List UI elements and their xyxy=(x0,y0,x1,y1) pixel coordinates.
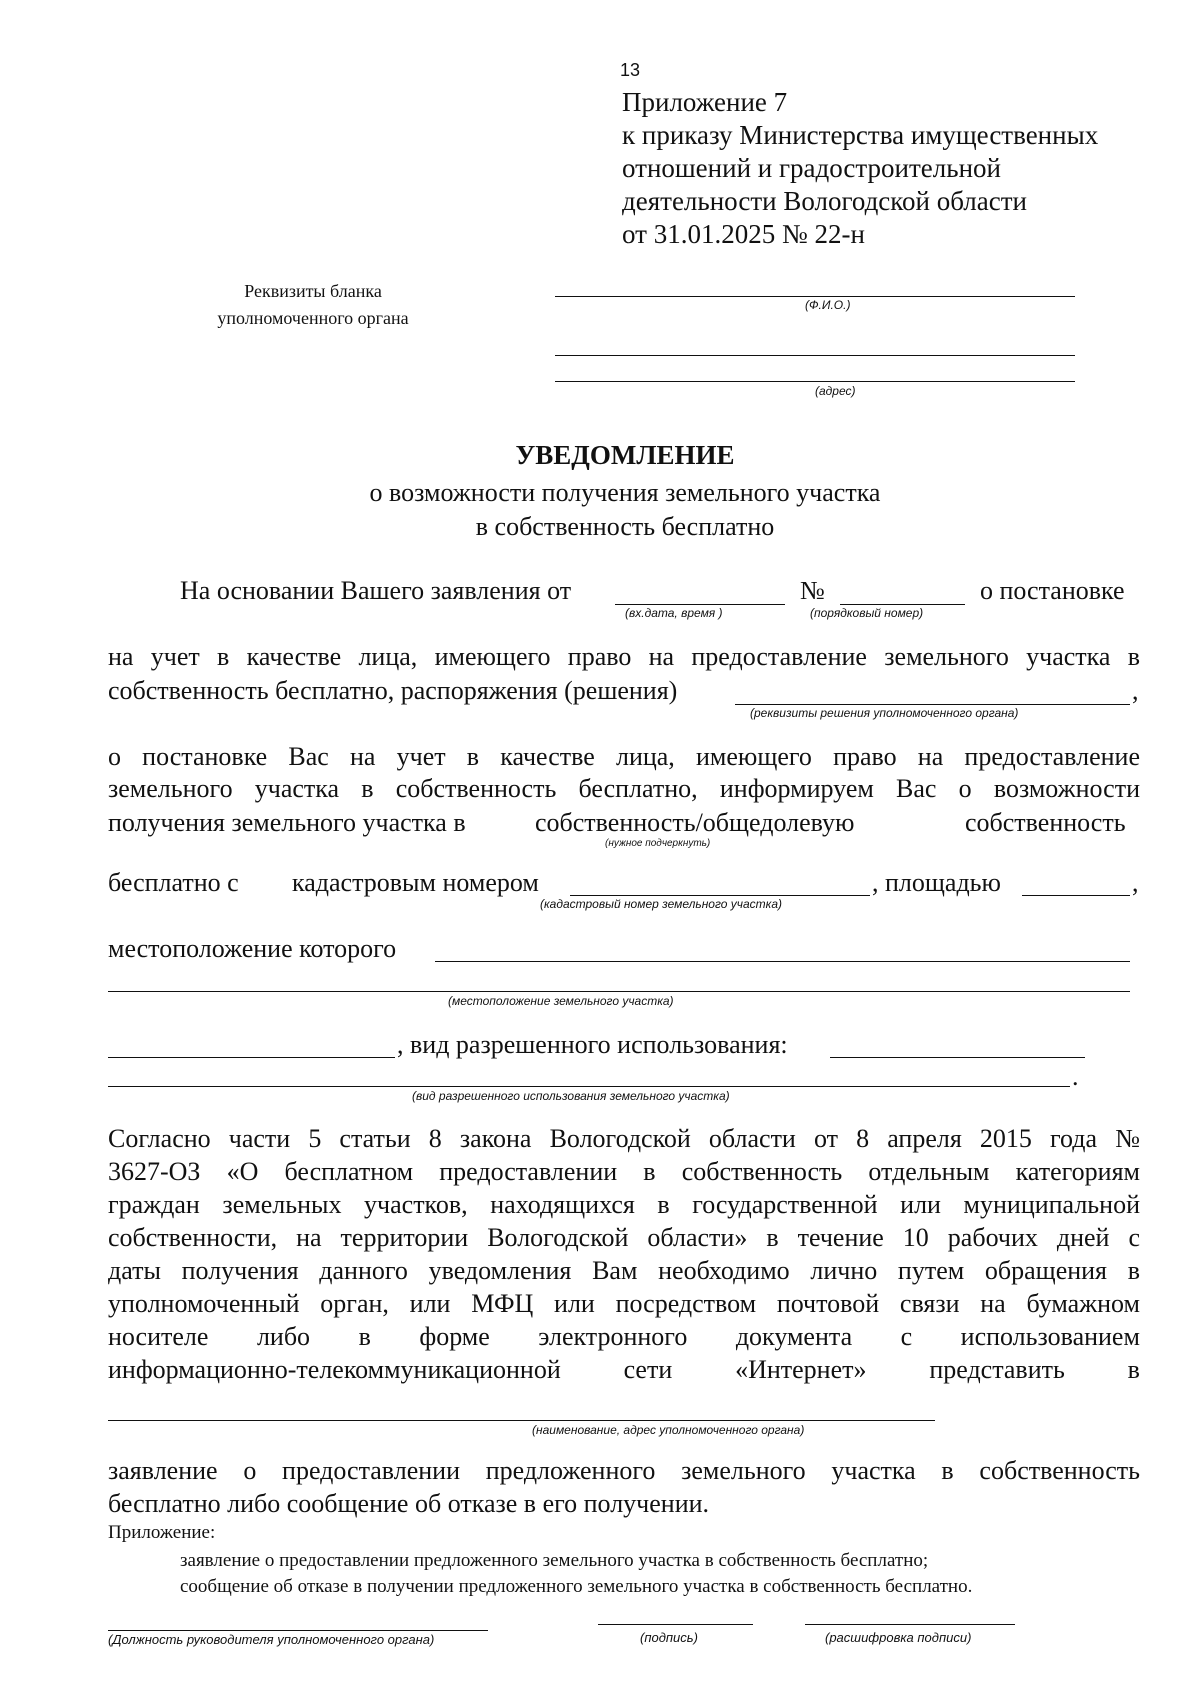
attachment-item: заявление о предоставлении предложенного земельного участка в собственность бесплатно; xyxy=(180,1550,929,1571)
requisites-line: Реквизиты бланка xyxy=(244,281,382,301)
signature-field[interactable] xyxy=(598,1624,753,1625)
para3-word: «Интернет» xyxy=(735,1355,867,1384)
para3-after-1: заявление о предоставлении предложенного земельного участка в собственность xyxy=(108,1456,1140,1485)
para3-line: Согласно части 5 статьи 8 закона Вологодской области от 8 апреля 2015 года № xyxy=(108,1124,1140,1153)
appendix-header xyxy=(622,86,1098,251)
decision-field[interactable] xyxy=(735,704,1130,705)
para3-word: информационно-телекоммуникационной xyxy=(108,1355,561,1384)
address-line-2 xyxy=(555,381,1075,382)
appendix-line: Приложение 7 xyxy=(622,87,788,117)
signature-caption: (подпись) xyxy=(640,1630,698,1645)
location-caption: (местоположение земельного участка) xyxy=(448,994,674,1008)
land-use-period: . xyxy=(1072,1062,1079,1091)
date-field[interactable] xyxy=(615,604,785,605)
para3-line8 xyxy=(108,1355,1140,1385)
para1-line2: на учет в качестве лица, имеющего право на предоставление земельного участка в xyxy=(108,642,1140,671)
requisites-line: уполномоченного органа xyxy=(217,308,409,328)
number-field[interactable] xyxy=(840,604,965,605)
para3-line: граждан земельных участков, находящихся в государственной или муниципальной xyxy=(108,1190,1140,1219)
para2-line1: о постановке Вас на учет в качестве лица, имеющего право на предоставление xyxy=(108,742,1140,771)
para2-line3-a: получения земельного участка в xyxy=(108,808,466,837)
para3-word: носителе xyxy=(108,1322,209,1351)
document-title: УВЕДОМЛЕНИЕ xyxy=(515,440,735,470)
location-field-2[interactable] xyxy=(108,991,1130,992)
document-subtitle-2: в собственность бесплатно xyxy=(475,512,775,541)
para3-line: даты получения данного уведомления Вам необходимо лично путем обращения в xyxy=(108,1256,1140,1285)
para2-line2: земельного участка в собственность бесплатно, информируем Вас о возможности xyxy=(108,774,1140,803)
position-field[interactable] xyxy=(108,1630,488,1631)
document-subtitle-1: о возможности получения земельного участка xyxy=(369,478,881,507)
land-use-prefix-field[interactable] xyxy=(108,1057,395,1058)
cadastral-caption: (кадастровый номер земельного участка) xyxy=(540,897,782,911)
location-label: местоположение которого xyxy=(108,934,397,963)
area-field[interactable] xyxy=(1022,895,1130,896)
decision-caption: (реквизиты решения уполномоченного органа) xyxy=(750,706,1019,720)
cadastral-field[interactable] xyxy=(570,895,870,896)
signature-decode-field[interactable] xyxy=(805,1624,1015,1625)
position-caption: (Должность руководителя уполномоченного органа) xyxy=(108,1632,435,1647)
ownership-options[interactable]: собственность/общедолевую xyxy=(535,808,855,837)
address-caption: (адрес) xyxy=(815,384,856,398)
para1-end: о постановке xyxy=(980,576,1125,605)
attachments-label: Приложение: xyxy=(108,1522,216,1543)
para3-line7 xyxy=(108,1322,1140,1352)
attachment-item: сообщение об отказе в получении предложенного земельного участка в собственность бесплатно. xyxy=(180,1576,973,1597)
requisites-block xyxy=(188,278,438,332)
para3-word: сети xyxy=(623,1355,673,1384)
location-field-1[interactable] xyxy=(435,961,1130,962)
para2-line4-a: бесплатно с xyxy=(108,868,239,897)
page-number: 13 xyxy=(620,60,641,80)
area-label: , площадью xyxy=(872,868,1001,897)
para3-word: либо xyxy=(256,1322,311,1351)
para1-comma: , xyxy=(1132,676,1139,705)
land-use-label: , вид разрешенного использования: xyxy=(397,1030,788,1059)
para3-line: уполномоченный орган, или МФЦ или посредством почтовой связи на бумажном xyxy=(108,1289,1140,1318)
para3-word: представить xyxy=(929,1355,1065,1384)
date-caption: (вх.дата, время ) xyxy=(625,606,723,620)
number-sign: № xyxy=(800,576,825,605)
appendix-line: от 31.01.2025 № 22-н xyxy=(622,219,865,249)
appendix-line: деятельности Вологодской области xyxy=(622,186,1027,216)
para3-word: форме xyxy=(419,1322,490,1351)
appendix-line: отношений и градостроительной xyxy=(622,153,1001,183)
para1-start: На основании Вашего заявления от xyxy=(180,576,572,605)
underline-caption: (нужное подчеркнуть) xyxy=(605,838,711,849)
para2-line4-b: кадастровым номером xyxy=(292,868,539,897)
land-use-field-2[interactable] xyxy=(108,1086,1070,1087)
appendix-line: к приказу Министерства имущественных xyxy=(622,120,1099,150)
fio-line xyxy=(555,296,1075,297)
organ-caption: (наименование, адрес уполномоченного органа) xyxy=(532,1423,805,1437)
para3-word: с xyxy=(900,1322,913,1351)
number-caption: (порядковый номер) xyxy=(810,606,924,620)
land-use-caption: (вид разрешенного использования земельного участка) xyxy=(412,1089,730,1103)
para2-line3-c: собственность xyxy=(965,808,1126,837)
para3-word: документа xyxy=(735,1322,853,1351)
signature-decode-caption: (расшифровка подписи) xyxy=(825,1630,972,1645)
address-line-1 xyxy=(555,355,1075,356)
para3-word: электронного xyxy=(538,1322,688,1351)
para3-word: в xyxy=(1127,1355,1140,1384)
para3-line: 3627-ОЗ «О бесплатном предоставлении в собственность отдельным категориям xyxy=(108,1157,1140,1186)
land-use-field-1[interactable] xyxy=(830,1057,1085,1058)
para3-after-2: бесплатно либо сообщение об отказе в его получении. xyxy=(108,1489,710,1518)
fio-caption: (Ф.И.О.) xyxy=(805,298,851,312)
para3-line: собственности, на территории Вологодской области» в течение 10 рабочих дней с xyxy=(108,1223,1140,1252)
para2-line4-comma: , xyxy=(1132,868,1139,897)
para3-word: использованием xyxy=(960,1322,1140,1351)
para1-line3: собственность бесплатно, распоряжения (решения) xyxy=(108,676,678,705)
para3-word: в xyxy=(358,1322,371,1351)
organ-field[interactable] xyxy=(108,1420,935,1421)
